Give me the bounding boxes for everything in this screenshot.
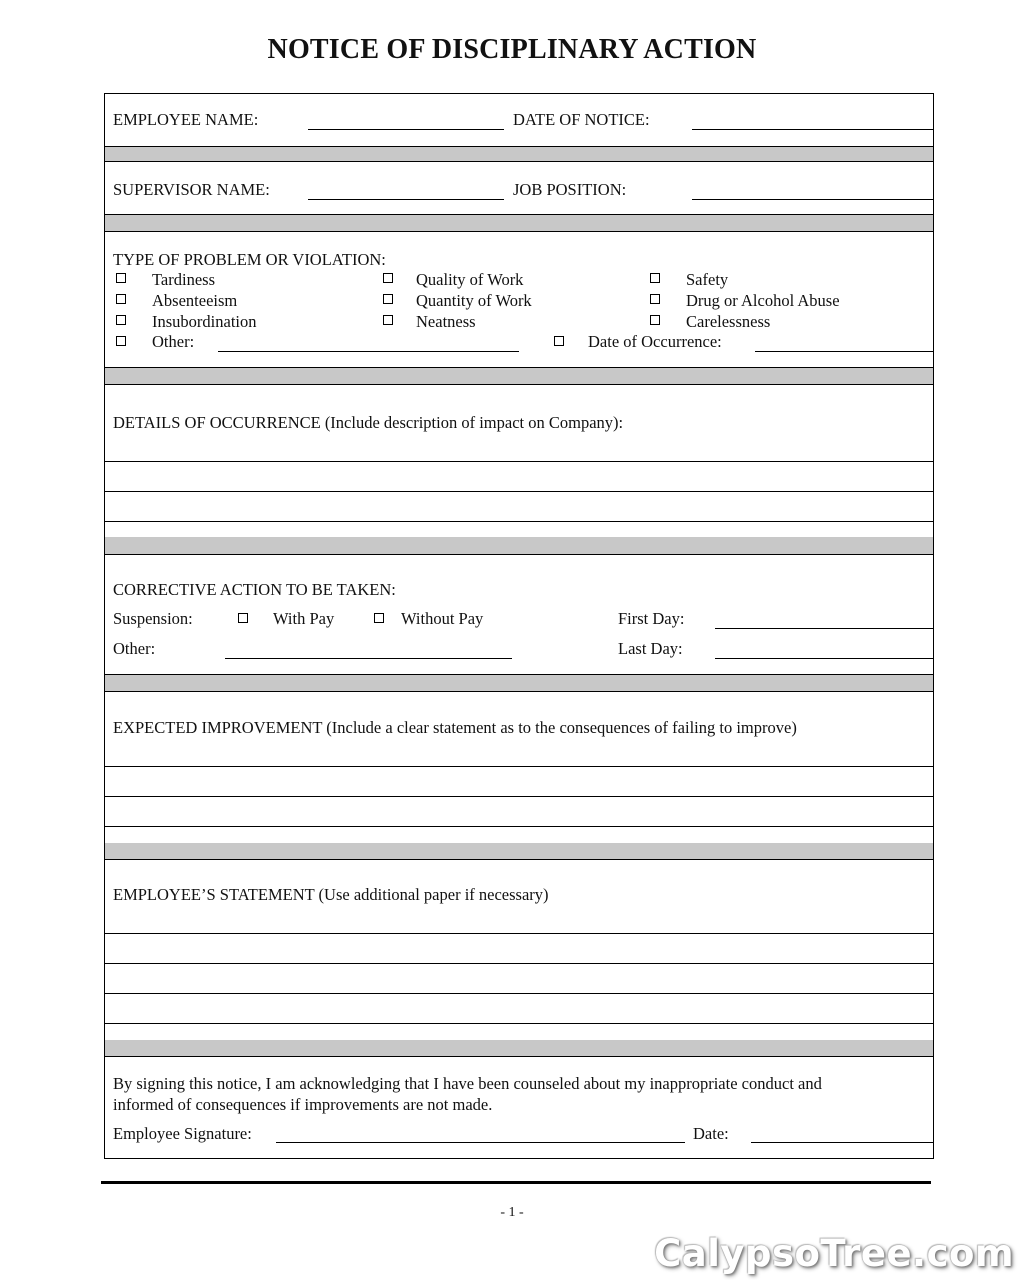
date-of-notice-label: DATE OF NOTICE: — [513, 110, 650, 129]
page-number: - 1 - — [500, 1205, 524, 1220]
acknowledgment-line-1: By signing this notice, I am acknowledging that I have been counseled about my inappropriate conduct and — [113, 1074, 822, 1093]
statement-line-1[interactable] — [105, 933, 933, 934]
corrective-other-field[interactable] — [225, 658, 512, 659]
details-line-3[interactable] — [105, 521, 933, 522]
improvement-line-3[interactable] — [105, 826, 933, 827]
other-violation-checkbox[interactable] — [116, 336, 126, 346]
without-pay-checkbox[interactable] — [374, 613, 384, 623]
details-heading: DETAILS OF OCCURRENCE (Include description of impact on Company): — [113, 413, 624, 432]
details-line-2[interactable] — [105, 491, 933, 492]
insubordination-label: Insubordination — [152, 312, 257, 331]
other-violation-label: Other: — [152, 332, 195, 351]
section-separator — [105, 147, 933, 161]
section-separator — [105, 537, 933, 554]
tardiness-checkbox[interactable] — [116, 273, 126, 283]
other-violation-field[interactable] — [218, 351, 519, 352]
page-title: NOTICE OF DISCIPLINARY ACTION — [267, 34, 757, 65]
quality-of-work-label: Quality of Work — [416, 270, 524, 289]
supervisor-name-label: SUPERVISOR NAME: — [113, 180, 270, 199]
section-separator — [105, 1040, 933, 1056]
section-separator — [105, 368, 933, 384]
statement-heading: EMPLOYEE’S STATEMENT (Use additional paper if necessary) — [113, 885, 549, 904]
statement-line-3[interactable] — [105, 993, 933, 994]
carelessness-label: Carelessness — [686, 312, 771, 331]
divider — [105, 384, 933, 385]
drug-alcohol-label: Drug or Alcohol Abuse — [686, 291, 840, 310]
divider — [105, 1056, 933, 1057]
absenteeism-label: Absenteeism — [152, 291, 238, 310]
section-separator — [105, 843, 933, 859]
supervisor-name-field[interactable] — [308, 199, 504, 200]
improvement-line-2[interactable] — [105, 796, 933, 797]
suspension-label: Suspension: — [113, 609, 193, 628]
date-of-occurrence-label: Date of Occurrence: — [588, 332, 722, 351]
job-position-label: JOB POSITION: — [513, 180, 627, 199]
date-of-notice-field[interactable] — [692, 129, 933, 130]
watermark: CalypsoTree.com — [654, 1232, 1014, 1275]
employee-signature-label: Employee Signature: — [113, 1124, 252, 1143]
divider — [105, 859, 933, 860]
corrective-other-label: Other: — [113, 639, 156, 658]
employee-signature-field[interactable] — [276, 1142, 685, 1143]
with-pay-checkbox[interactable] — [238, 613, 248, 623]
details-line-1[interactable] — [105, 461, 933, 462]
employee-name-field[interactable] — [308, 129, 504, 130]
tardiness-label: Tardiness — [152, 270, 215, 289]
statement-line-2[interactable] — [105, 963, 933, 964]
signature-date-field[interactable] — [751, 1142, 933, 1143]
violation-heading: TYPE OF PROBLEM OR VIOLATION: — [113, 250, 386, 269]
improvement-heading: EXPECTED IMPROVEMENT (Include a clear statement as to the consequences of failing to improve) — [113, 718, 797, 737]
employee-name-label: EMPLOYEE NAME: — [113, 110, 259, 129]
last-day-field[interactable] — [715, 658, 933, 659]
absenteeism-checkbox[interactable] — [116, 294, 126, 304]
date-of-occurrence-checkbox[interactable] — [554, 336, 564, 346]
footer-rule — [101, 1181, 931, 1184]
acknowledgment-line-2: informed of consequences if improvements are not made. — [113, 1095, 493, 1114]
neatness-checkbox[interactable] — [383, 315, 393, 325]
carelessness-checkbox[interactable] — [650, 315, 660, 325]
last-day-label: Last Day: — [618, 639, 683, 658]
signature-date-label: Date: — [693, 1124, 729, 1143]
divider — [105, 161, 933, 162]
quality-of-work-checkbox[interactable] — [383, 273, 393, 283]
job-position-field[interactable] — [692, 199, 933, 200]
section-separator — [105, 675, 933, 691]
improvement-line-1[interactable] — [105, 766, 933, 767]
section-separator — [105, 215, 933, 231]
first-day-label: First Day: — [618, 609, 685, 628]
quantity-of-work-label: Quantity of Work — [416, 291, 532, 310]
date-of-occurrence-field[interactable] — [755, 351, 933, 352]
statement-line-4[interactable] — [105, 1023, 933, 1024]
insubordination-checkbox[interactable] — [116, 315, 126, 325]
drug-alcohol-checkbox[interactable] — [650, 294, 660, 304]
quantity-of-work-checkbox[interactable] — [383, 294, 393, 304]
with-pay-label: With Pay — [273, 609, 335, 628]
first-day-field[interactable] — [715, 628, 933, 629]
neatness-label: Neatness — [416, 312, 476, 331]
without-pay-label: Without Pay — [401, 609, 484, 628]
safety-label: Safety — [686, 270, 729, 289]
divider — [105, 231, 933, 232]
divider — [105, 554, 933, 555]
corrective-heading: CORRECTIVE ACTION TO BE TAKEN: — [113, 580, 396, 599]
safety-checkbox[interactable] — [650, 273, 660, 283]
divider — [105, 691, 933, 692]
